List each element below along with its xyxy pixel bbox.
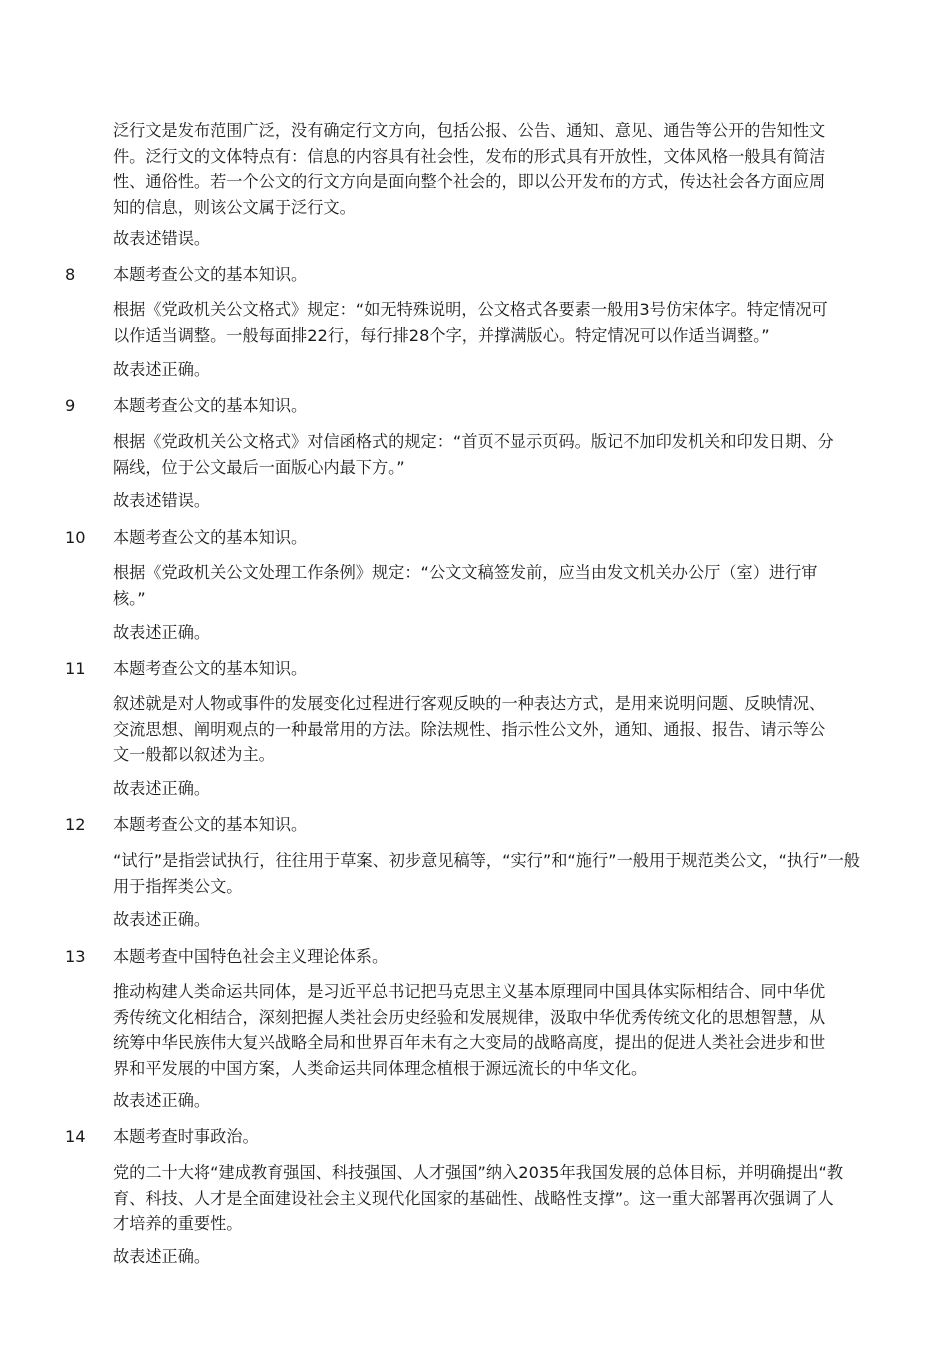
item-number: 10 [65, 528, 86, 547]
paragraph-line: 叙述就是对人物或事件的发展变化过程进行客观反映的一种表达方式，是用来说明问题、反映情况、 [113, 694, 826, 713]
paragraph-line: 文一般都以叙述为主。 [113, 745, 275, 764]
item-verdict: 故表述正确。 [113, 1247, 211, 1266]
item-number: 13 [65, 947, 86, 966]
item-verdict: 故表述正确。 [113, 910, 211, 929]
item-heading: 本题考查公文的基本知识。 [113, 815, 308, 834]
paragraph-line: 用于指挥类公文。 [113, 876, 243, 896]
item-number: 9 [65, 396, 76, 415]
paragraph-line: 界和平发展的中国方案，人类命运共同体理念植根于源远流长的中华文化。 [113, 1058, 648, 1078]
item-number: 12 [65, 815, 86, 834]
item-verdict: 故表述正确。 [113, 623, 211, 642]
item-heading: 本题考查公文的基本知识。 [113, 528, 308, 547]
item-paragraph [113, 848, 865, 899]
paragraph-line: 统筹中华民族伟大复兴战略全局和世界百年未有之大变局的战略高度，提出的促进人类社会进步和世 [113, 1033, 826, 1052]
item-heading: 本题考查公文的基本知识。 [113, 265, 308, 284]
paragraph-line: 根据《党政机关公文处理工作条例》规定：“公文文稿签发前，应当由发文机关办公厅（室）进行审 [113, 563, 818, 582]
item-verdict: 故表述错误。 [113, 491, 211, 510]
paragraph-line: 以作适当调整。一般每面排22行，每行排28个字，并撑满版心。特定情况可以作适当调整。” [113, 325, 770, 345]
paragraph-line: 根据《党政机关公文格式》对信函格式的规定：“首页不显示页码。版记不加印发机关和印发日期、分 [113, 432, 834, 451]
item-paragraph [113, 560, 865, 611]
paragraph-line: 交流思想、阐明观点的一种最常用的方法。除法规性、指示性公文外，通知、通报、报告、请示等公 [113, 719, 826, 739]
paragraph-line: 隔线，位于公文最后一面版心内最下方。” [113, 457, 405, 477]
item-verdict: 故表述正确。 [113, 360, 211, 379]
item-verdict: 故表述正确。 [113, 1091, 211, 1110]
item-number: 11 [65, 659, 86, 678]
item-number: 8 [65, 265, 76, 284]
intro-line: 性、通俗性。若一个公文的行文方向是面向整个社会的，即以公开发布的方式，传达社会各方面应周 [113, 172, 826, 191]
item-paragraph [113, 979, 865, 1081]
intro-line: 件。泛行文的文体特点有：信息的内容具有社会性，发布的形式具有开放性，文体风格一般具有简洁 [113, 146, 826, 166]
intro-verdict: 故表述错误。 [113, 229, 211, 248]
paragraph-line: 育、科技、人才是全面建设社会主义现代化国家的基础性、战略性支撑”。这一重大部署再次强调了人 [113, 1188, 834, 1208]
paragraph-line: “试行”是指尝试执行，往往用于草案、初步意见稿等，“实行”和“施行”一般用于规范类公文，“执行”一般 [113, 851, 860, 870]
paragraph-line: 才培养的重要性。 [113, 1214, 243, 1233]
intro-line: 泛行文是发布范围广泛，没有确定行文方向，包括公报、公告、通知、意见、通告等公开的告知性文 [113, 121, 826, 140]
item-heading: 本题考查公文的基本知识。 [113, 659, 308, 678]
item-heading: 本题考查中国特色社会主义理论体系。 [113, 947, 389, 966]
item-paragraph [113, 1160, 865, 1237]
intro-line: 知的信息，则该公文属于泛行文。 [113, 197, 356, 217]
paragraph-line: 根据《党政机关公文格式》规定：“如无特殊说明，公文格式各要素一般用3号仿宋体字。特定情况可 [113, 300, 828, 319]
paragraph-line: 推动构建人类命运共同体，是习近平总书记把马克思主义基本原理同中国具体实际相结合、同中华优 [113, 982, 826, 1001]
item-heading: 本题考查时事政治。 [113, 1127, 259, 1146]
item-heading: 本题考查公文的基本知识。 [113, 396, 308, 415]
paragraph-line: 核。” [113, 588, 146, 608]
paragraph-line: 党的二十大将“建成教育强国、科技强国、人才强国”纳入2035年我国发展的总体目标，并明确提出“教 [113, 1163, 844, 1182]
item-paragraph [113, 691, 865, 768]
item-number: 14 [65, 1127, 86, 1146]
item-verdict: 故表述正确。 [113, 779, 211, 798]
item-paragraph [113, 429, 865, 480]
intro-paragraph [113, 118, 865, 220]
paragraph-line: 秀传统文化相结合，深刻把握人类社会历史经验和发展规律，汲取中华优秀传统文化的思想智慧，从 [113, 1007, 826, 1027]
item-paragraph [113, 297, 865, 348]
